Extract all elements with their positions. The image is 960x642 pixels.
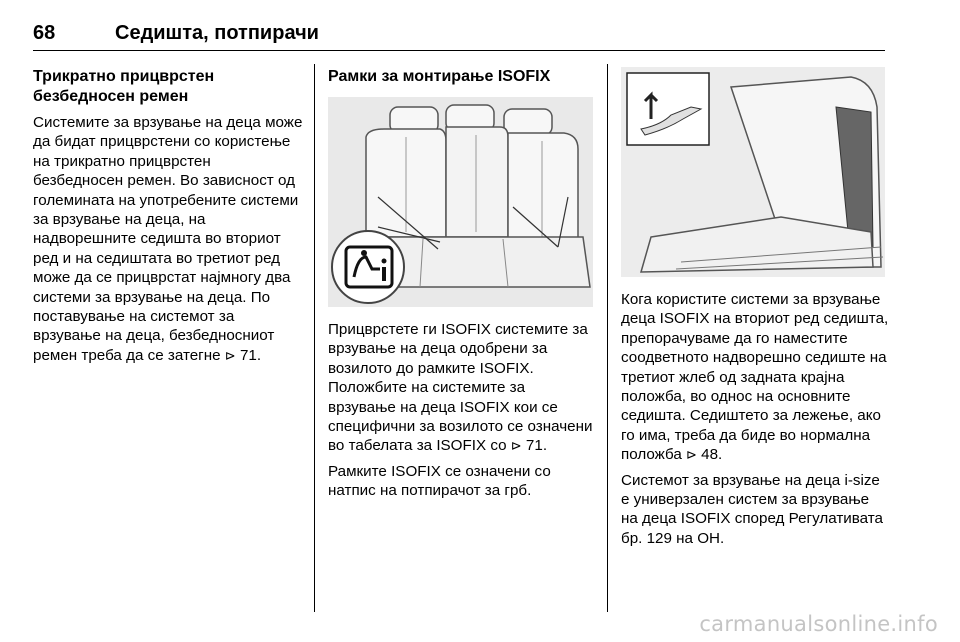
watermark: carmanualsonline.info — [699, 612, 938, 636]
column-divider-1 — [314, 64, 315, 612]
paragraph-isofix-frames: Прицврстете ги ISOFIX системите за врзување на деца одобрени за возилото до рамките ISOFIX. Положбите на системите за врзување на деца ISOFIX кои се специфични за возилото се означени во табелата за ISOFIX со ⊳ 71. — [328, 321, 593, 455]
column-1 — [33, 67, 303, 371]
seat-adjust-illustration — [621, 67, 885, 277]
paragraph-three-point-belt: Системите за врзување на деца може да бидат прицврстени со користење на трикратно прицврстен безбедносен ремен. Во зависност од големината на употребените системи за врзување на деца, на надворешните седишта во вториот ред и на седиштата во третиот ред може да се прицврстат најмногу два системи за врзување на деца. По поставување на системот за врзување на деца, безбедносниот ремен треба да се затегне ⊳ 71. — [33, 114, 303, 364]
page-reference[interactable]: 48. — [701, 446, 723, 464]
chapter-title: Седишта, потпирачи — [115, 22, 319, 44]
paragraph-i-size: Системот за врзување на деца i-size е универзален систем за врзување на деца ISOFIX според Регулативата бр. 129 на ОН. — [621, 471, 884, 547]
page-reference[interactable]: 71. — [525, 437, 548, 455]
paragraph-second-row-isofix: Кога користите системи за врзување деца ISOFIX на вториот ред седишта, препорачуваме да го наместите соодветното надворешно седиште на третиот жлеб од задната крајна положба, во однос на основните седишта. Седиштето за лежење, ако го има, треба да биде во нормална положба ⊳ 48. — [621, 291, 889, 464]
rear-seats-illustration — [328, 97, 593, 307]
seat-adjust-figure — [621, 67, 885, 277]
column-2 — [328, 67, 596, 93]
header-divider — [33, 50, 885, 51]
column-2-text — [328, 320, 596, 506]
page-reference[interactable]: 71. — [239, 346, 262, 364]
section-heading-three-point-belt: Трикратно прицврстен безбедносен ремен — [33, 68, 215, 105]
page-reference-arrow-icon: ⊳ — [510, 439, 522, 455]
page-reference-arrow-icon: ⊳ — [224, 348, 236, 364]
column-3 — [621, 290, 889, 553]
column-divider-2 — [607, 64, 608, 612]
section-heading-isofix: Рамки за монтирање ISOFIX — [328, 68, 551, 85]
page-number: 68 — [33, 22, 56, 44]
page-reference-arrow-icon: ⊳ — [686, 448, 697, 464]
isofix-seats-figure — [328, 97, 593, 307]
paragraph-isofix-labels: Рамките ISOFIX се означени со натпис на потпирачот за грб. — [328, 462, 551, 500]
page-header — [33, 22, 885, 52]
